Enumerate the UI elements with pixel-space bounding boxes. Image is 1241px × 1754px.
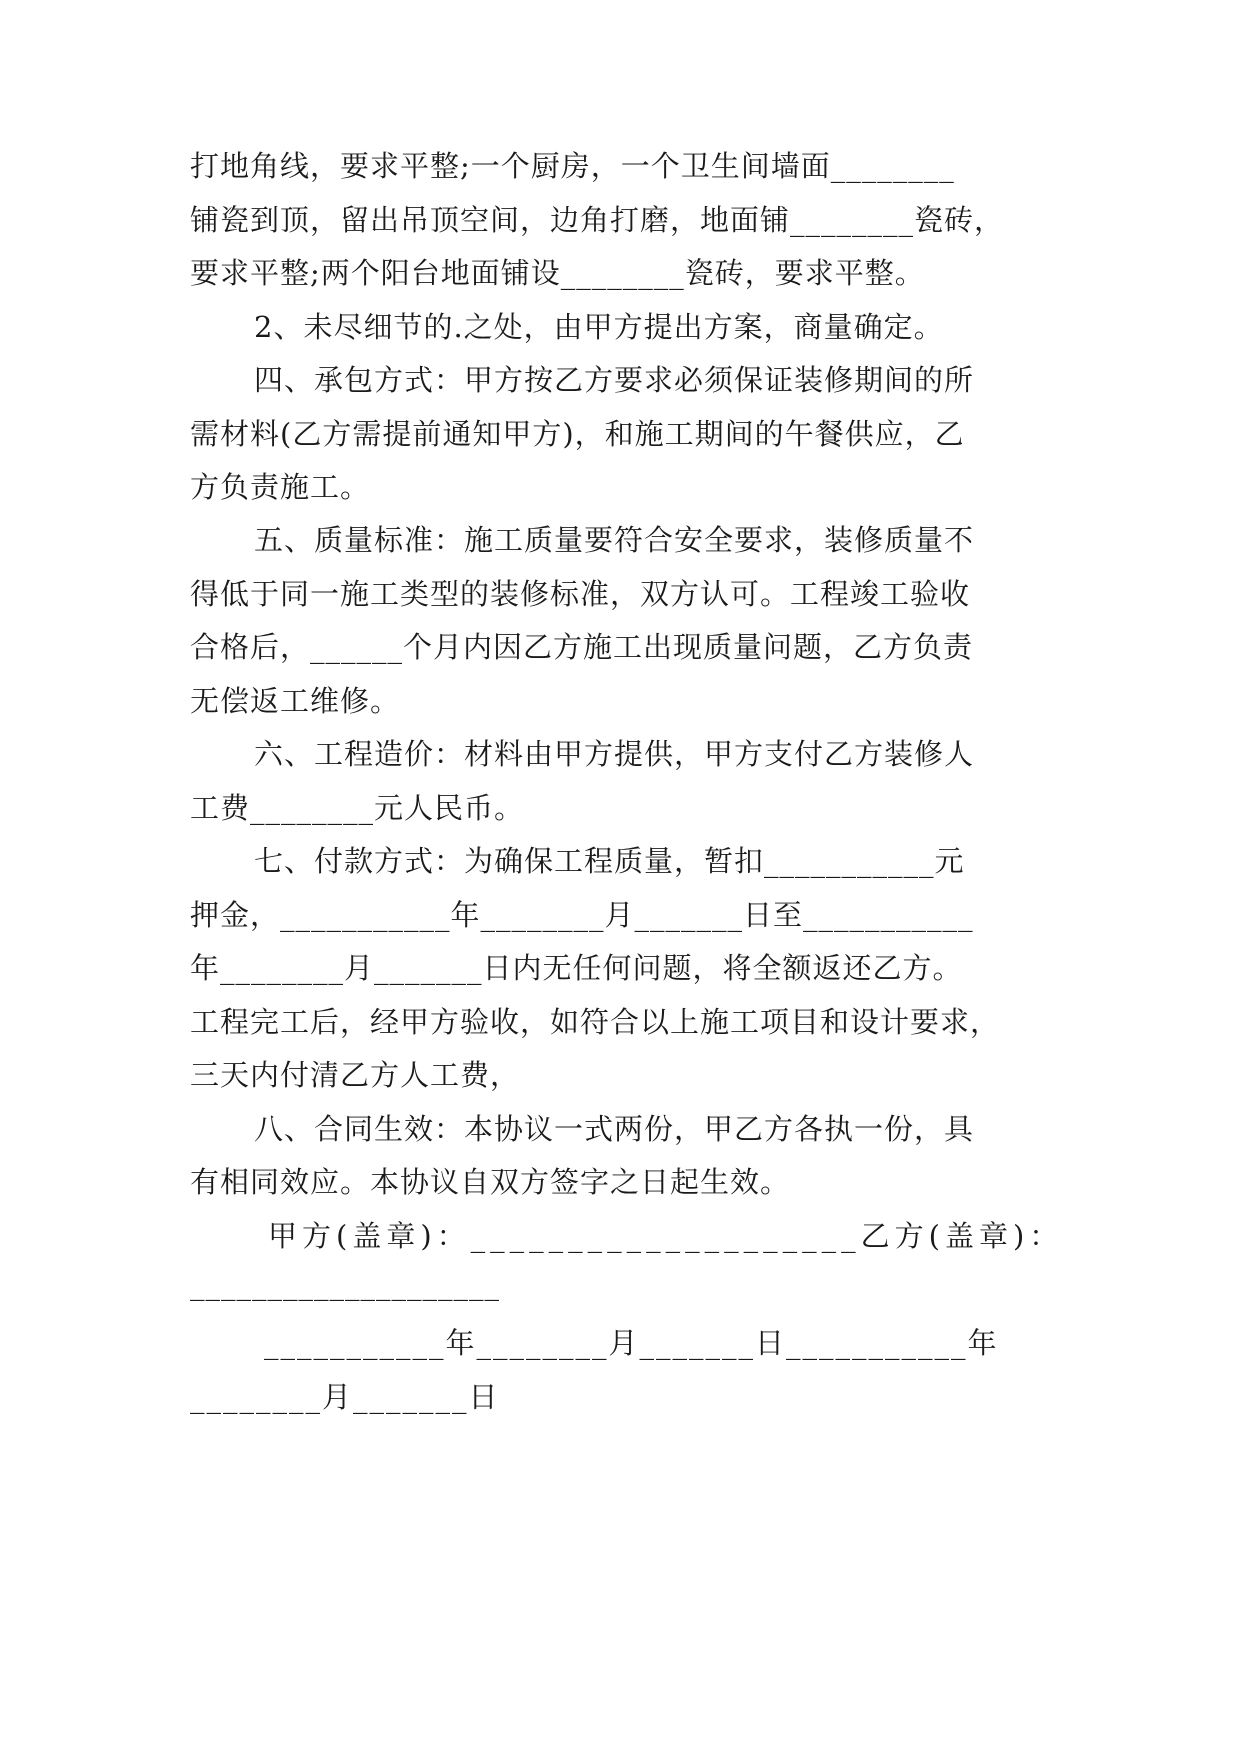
text-line: 打地角线，要求平整;一个厨房，一个卫生间墙面________	[190, 149, 955, 183]
section-six-heading: 六、工程造价：材料由甲方提供，甲方支付乙方装修人	[254, 737, 975, 771]
signature-line: 甲方(盖章)：____________________乙方(盖章)：	[268, 1219, 1064, 1253]
text-line: 押金，___________年________月_______日至___________	[190, 898, 974, 932]
text-line: 工费________元人民币。	[190, 791, 525, 825]
paragraph-item-2: 2、未尽细节的.之处，由甲方提出方案，商量确定。	[254, 310, 944, 344]
text-line: 三天内付清乙方人工费，	[190, 1058, 521, 1092]
section-eight-heading: 八、合同生效：本协议一式两份，甲乙方各执一份，具	[254, 1112, 975, 1146]
text-line: 有相同效应。本协议自双方签字之日起生效。	[190, 1165, 791, 1199]
text-line: 方负责施工。	[190, 470, 371, 504]
section-four-heading: 四、承包方式：甲方按乙方要求必须保证装修期间的所	[254, 363, 975, 397]
text-line: 要求平整;两个阳台地面铺设________瓷砖，要求平整。	[190, 256, 925, 290]
text-line: 得低于同一施工类型的装修标准，双方认可。工程竣工验收	[190, 577, 971, 611]
text-line: 需材料(乙方需提前通知甲方)，和施工期间的午餐供应，乙	[190, 417, 965, 451]
date-line: ________月_______日	[190, 1380, 500, 1414]
date-line: ___________年________月_______日___________年	[264, 1326, 999, 1360]
text-line: 无偿返工维修。	[190, 684, 401, 718]
text-line: 合格后，______个月内因乙方施工出现质量问题，乙方负责	[190, 630, 974, 664]
section-five-heading: 五、质量标准：施工质量要符合安全要求，装修质量不	[254, 523, 975, 557]
text-line: 工程完工后，经甲方验收，如符合以上施工项目和设计要求，	[190, 1005, 1001, 1039]
signature-blank: ____________________	[190, 1267, 500, 1301]
text-line: 年________月_______日内无任何问题，将全额返还乙方。	[190, 951, 963, 985]
text-line: 铺瓷到顶，留出吊顶空间，边角打磨，地面铺________瓷砖，	[190, 203, 1005, 237]
section-seven-heading: 七、付款方式：为确保工程质量，暂扣___________元	[254, 844, 965, 878]
